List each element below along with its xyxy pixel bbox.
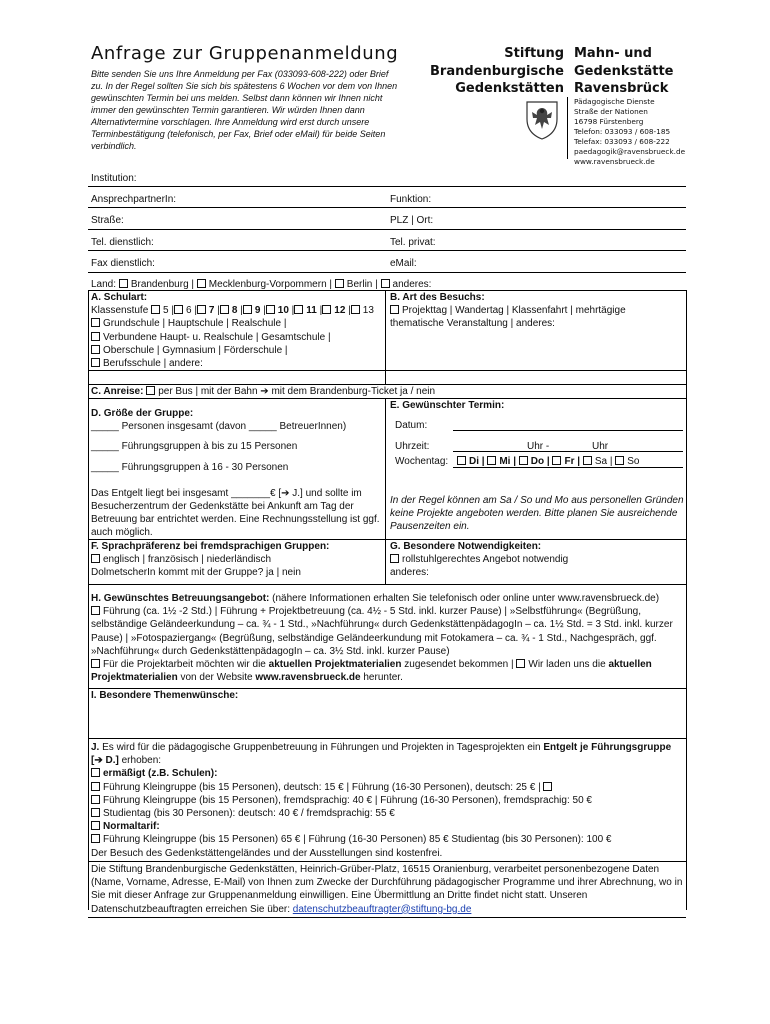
fee-text: Das Entgelt liegt bei insgesamt _______€ [➔ J.] und sollte im Besucherzentrum der Gedenkstätte bei Ankunft am Tag der Betreuung bar entrichtet werden. Eine Rechnungsstellung ist ggf. auch möglich. — [91, 487, 380, 539]
address-line[interactable]: www.ravensbrueck.de — [574, 157, 655, 167]
privacy-notice: Die Stiftung Brandenburgische Gedenkstätten, Heinrich-Grüber-Platz, 16515 Oranienburg, verarbeitet personenbezogene Daten (Name, Vorname, Adresse, E-Mail) von Ihnen zum Zwecke der Durchführung pädagogischer Programme und ihrer Abrechnung, wo in Sie mit dieser Anfrage zur Gruppenanmeldung einwilligen. Eine Übermittlung an Dritte findet nicht statt. Unseren Datenschutzbeauftragten erreichen Sie über: datenschutzbeauftragter@stiftung-bg.de — [91, 864, 683, 915]
checkbox[interactable] — [266, 305, 275, 314]
land-option: Brandenburg | — [130, 279, 195, 290]
checkbox[interactable] — [487, 456, 496, 465]
section-needs: G. Besondere Notwendigkeiten: rollstuhlgerechtes Angebot notwendig anderes: — [390, 540, 684, 580]
checkbox[interactable] — [146, 386, 155, 395]
zip-city-field[interactable]: PLZ | Ort: — [390, 215, 434, 226]
land-option: anderes: — [392, 279, 432, 290]
section-heading: A. Schulart: — [91, 292, 148, 303]
address-line: Pädagogische Dienste — [574, 97, 655, 106]
divider — [88, 250, 686, 251]
org-line: Gedenkstätten — [455, 81, 564, 97]
section-heading: H. Gewünschtes Betreuungsangebot: — [91, 593, 270, 604]
checkbox[interactable] — [91, 768, 100, 777]
work-phone-field[interactable]: Tel. dienstlich: — [91, 237, 154, 248]
checkbox[interactable] — [516, 659, 525, 668]
org-line: Mahn- und — [574, 46, 652, 61]
weekday-row: Wochentag: Di | Mi | Do | Fr | Sa | So — [395, 456, 640, 467]
section-group-size — [91, 407, 383, 540]
checkbox[interactable] — [91, 795, 100, 804]
checkbox[interactable] — [91, 808, 100, 817]
checkbox[interactable] — [351, 305, 360, 314]
table-border — [88, 290, 89, 910]
section-heading: E. Gewünschter Termin: — [390, 400, 505, 411]
work-fax-field[interactable]: Fax dienstlich: — [91, 258, 155, 269]
address-line: 16798 Fürstenberg — [574, 117, 644, 127]
time-label: Uhrzeit: — [395, 441, 430, 452]
date-label: Datum: — [395, 420, 428, 431]
address-line: Telefax: 033093 / 608-222 — [574, 137, 670, 147]
checkbox[interactable] — [294, 305, 303, 314]
divider — [88, 186, 686, 187]
checkbox[interactable] — [151, 305, 160, 314]
school-line: Berufsschule | andere: — [91, 357, 383, 370]
land-label: Land: — [91, 279, 117, 290]
divider — [88, 229, 686, 230]
checkbox[interactable] — [119, 279, 128, 288]
checkbox[interactable] — [91, 318, 100, 327]
address-line: Telefon: 033093 / 608-185 — [574, 127, 671, 137]
table-border — [88, 584, 686, 585]
section-topics: I. Besondere Themenwünsche: — [91, 690, 239, 701]
school-line: Oberschule | Gymnasium | Förderschule | — [91, 344, 383, 357]
table-border — [686, 290, 687, 910]
checkbox[interactable] — [583, 456, 592, 465]
topics-input[interactable] — [91, 703, 683, 735]
checkbox[interactable] — [552, 456, 561, 465]
divider — [88, 272, 686, 273]
checkbox[interactable] — [91, 345, 100, 354]
function-field[interactable]: Funktion: — [390, 194, 432, 205]
org-name-left — [426, 45, 564, 98]
grades-line: Klassenstufe 5 | 6 | 7 | 8 | 9 | 10 | 11 | 12 | 13 — [91, 305, 374, 317]
section-visit-type — [390, 291, 684, 331]
checkbox[interactable] — [390, 554, 399, 563]
privacy-email-link[interactable]: datenschutzbeauftragter@stiftung-bg.de — [292, 903, 472, 915]
section-heading: D. Größe der Gruppe: — [91, 408, 194, 419]
checkbox[interactable] — [174, 305, 183, 314]
checkbox[interactable] — [335, 279, 344, 288]
section-arrival: C. Anreise: per Bus | mit der Bahn ➔ mit dem Brandenburg-Ticket ja / nein — [91, 386, 436, 397]
header-divider — [567, 97, 568, 159]
institution-field[interactable]: Institution: — [91, 173, 137, 184]
address-line: Straße der Nationen — [574, 107, 648, 117]
org-line: Ravensbrück — [574, 81, 669, 97]
org-line: Stiftung — [504, 46, 564, 61]
checkbox[interactable] — [91, 606, 100, 615]
groups-large-input[interactable]: _____ Führungsgruppen à 16 - 30 Personen — [91, 461, 289, 473]
table-border — [88, 917, 686, 918]
section-heading: C. Anreise: — [91, 386, 144, 397]
table-border — [88, 861, 686, 862]
date-input[interactable] — [453, 430, 683, 431]
time-to: Uhr — [592, 441, 609, 452]
org-name-right — [574, 45, 673, 98]
checkbox[interactable] — [91, 821, 100, 830]
checkbox[interactable] — [390, 305, 399, 314]
checkbox[interactable] — [91, 659, 100, 668]
checkbox[interactable] — [243, 305, 252, 314]
checkbox[interactable] — [91, 332, 100, 341]
intro-text: Bitte senden Sie uns Ihre Anmeldung per Fax (033093-608-222) oder Brief zu. In der Regel sollten Sie sich bis spätestens 6 Wochen vor dem von Ihnen gewünschten Termin bei uns melden. Selbst dann können wir Ihnen nicht immer den gewünschten Termin garantieren. Wir würden Ihnen dann Alternativtermine vorschlagen. Ihre Anmeldung wird erst durch unsere Terminbestätigung (telefonisch, per Fax, Brief oder eMail) für beide Seiten verbindlich. — [91, 69, 398, 152]
persons-input[interactable]: _____ Personen insgesamt (davon _____ BetreuerInnen) — [91, 421, 347, 433]
visit-line: thematische Veranstaltung | anderes: — [390, 318, 555, 330]
checkbox[interactable] — [543, 782, 552, 791]
section-school-type — [91, 291, 383, 370]
form-title: Anfrage zur Gruppenanmeldung — [91, 43, 399, 64]
section-date — [390, 399, 684, 412]
checkbox[interactable] — [457, 456, 466, 465]
section-heading: G. Besondere Notwendigkeiten: — [390, 541, 542, 552]
time-input[interactable] — [453, 451, 683, 452]
checkbox[interactable] — [615, 456, 624, 465]
table-border — [385, 398, 386, 584]
checkbox[interactable] — [197, 305, 206, 314]
private-phone-field[interactable]: Tel. privat: — [390, 237, 436, 248]
groups-small-input[interactable]: _____ Führungsgruppen à bis zu 15 Personen — [91, 441, 298, 453]
address-line[interactable]: paedagogik@ravensbrueck.de — [574, 147, 686, 157]
email-field[interactable]: eMail: — [390, 258, 417, 269]
checkbox[interactable] — [91, 358, 100, 367]
checkbox[interactable] — [197, 279, 206, 288]
section-fees: J. Es wird für die pädagogische Gruppenbetreuung in Führungen und Projekten in Tagesprojekten ein Entgelt je Führungsgruppe [➔ D.] erhoben: ermäßigt (z.B. Schulen): Führung Kleingruppe (bis 15 Personen), deutsch: 15 € | Führung (16-30 Personen), deutsch: 25 € | Führung Kleingruppe (bis 15 Personen), fremdsprachig: 40 € | Führung (16-30 Personen), fremdsprachig: 50 € Studientag (bis 30 Personen): deutsch: 40 € / fremdsprachig: 55 € Normaltarif: Führung Kleingruppe (bis 15 Personen) 65 € | Führung (16-30 Personen) 85 € Studientag (bis 30 Personen): 100 € Der Besuch des Gedenkstättengeländes und der Ausstellungen sind kostenfrei. — [91, 742, 672, 859]
table-border — [88, 738, 686, 739]
org-line: Brandenburgische — [430, 63, 564, 79]
contact-person-field[interactable]: AnsprechpartnerIn: — [91, 194, 177, 205]
school-line: Verbundene Haupt- u. Realschule | Gesamtschule | — [91, 331, 383, 344]
checkbox[interactable] — [519, 456, 528, 465]
section-language: F. Sprachpräferenz bei fremdsprachigen Gruppen: englisch | französisch | niederländisch DolmetscherIn kommt mit der Gruppe? ja | nein — [91, 540, 383, 580]
coat-of-arms-icon — [524, 99, 560, 141]
land-option: Mecklenburg-Vorpommern | — [208, 279, 332, 290]
divider — [88, 207, 686, 208]
time-from: Uhr - — [527, 441, 550, 452]
checkbox[interactable] — [91, 834, 100, 843]
section-offer: H. Gewünschtes Betreuungsangebot: (nähere Informationen erhalten Sie telefonisch oder online unter www.ravensbrueck.de) Führung (ca. 1½ -2 Std.) | Führung + Projektbetreuung (ca. 4½ - 5 Std. inkl. kurzer Pause) | »Selbstführung« (Begrüßung, selbständige Geländeerkundung – ca. ¾ - 1 Std., »Nachführung« durch GedenkstättenpädagogIn – ca. 1½ Std. = 3 Std. inkl. kurzer Pause) | »Fotospaziergang« (Begrüßung, selbständige Geländeerkundung mit Fotokamera – ca. ¾ - 1 Std., Nachgespräch, ggf. »Nachführung« durch GedenkstättenpädagogIn – ca. 3½ Std. inkl. kurzer Pause) Für die Projektarbeit möchten wir die aktuellen Projektmaterialien zugesendet bekommen | Wir laden uns die aktuellen Projektmaterialien von der Website www.ravensbrueck.de herunter. — [91, 593, 673, 684]
visit-line: Projekttag | Wandertag | Klassenfahrt | mehrtägige — [390, 304, 684, 317]
section-heading: F. Sprachpräferenz bei fremdsprachigen Gruppen: — [91, 541, 330, 552]
org-line: Gedenkstätte — [574, 63, 674, 79]
checkbox[interactable] — [381, 279, 390, 288]
school-line: Grundschule | Hauptschule | Realschule | — [91, 317, 383, 330]
checkbox[interactable] — [220, 305, 229, 314]
street-field[interactable]: Straße: — [91, 215, 124, 226]
checkbox[interactable] — [91, 782, 100, 791]
checkbox[interactable] — [91, 554, 100, 563]
date-note: In der Regel können am Sa / So und Mo aus personellen Gründen keine Projekte angeboten werden. Bitte planen Sie ausreichende Pausenzeiten ein. — [390, 495, 684, 533]
section-heading: B. Art des Besuchs: — [390, 292, 485, 303]
weekday-underline — [453, 467, 683, 468]
land-option: Berlin | — [346, 279, 378, 290]
table-border — [88, 370, 686, 371]
checkbox[interactable] — [322, 305, 331, 314]
address-block — [574, 97, 685, 167]
